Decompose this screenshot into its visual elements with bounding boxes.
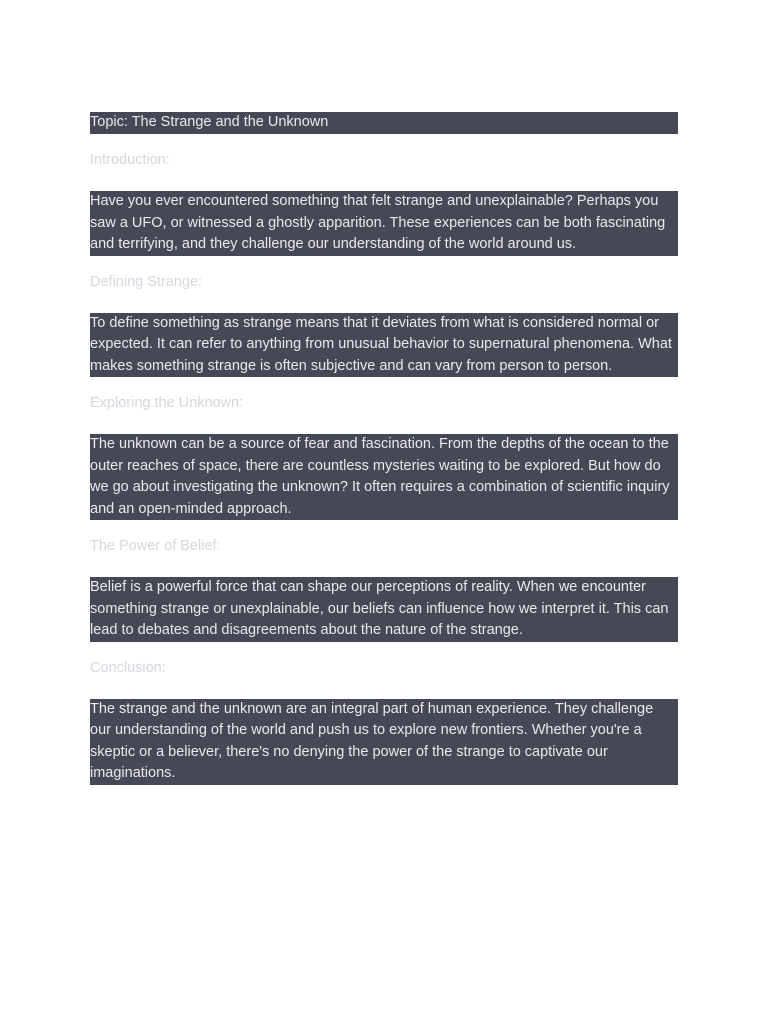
document-body: [90, 112, 678, 801]
section-heading-exploring-unknown: Exploring the Unknown:: [90, 395, 244, 411]
section-body-defining-strange: To define something as strange means that it deviates from what is considered normal or expected. It can refer to anything from unusual behavior to supernatural phenomena. What makes something strange is often subjective and can vary from person to person.: [90, 313, 678, 378]
section-heading-conclusion: Conclusion:: [90, 659, 166, 676]
section-heading-defining-strange: Defining Strange:: [90, 273, 203, 290]
section-body-introduction: Have you ever encountered something that felt strange and unexplainable? Perhaps you saw a UFO, or witnessed a ghostly apparition. These experiences can be both fascinating and terrifying, and they challenge our understanding of the world around us.: [90, 191, 678, 256]
section-body-power-of-belief: Belief is a powerful force that can shape our perceptions of reality. When we encounter something strange or unexplainable, our beliefs can influence how we interpret it. This can lead to debates and disagreements about the nature of the strange.: [90, 577, 678, 642]
section-heading-power-of-belief: The Power of Belief:: [90, 538, 221, 554]
section-heading-introduction: Introduction:: [90, 152, 170, 168]
section-body-conclusion: The strange and the unknown are an integral part of human experience. They challenge our understanding of the world and push us to explore new frontiers. Whether you're a skeptic or a believer, there's no denying the power of the strange to captivate our imaginations.: [90, 699, 678, 785]
document-topic: Topic: The Strange and the Unknown: [90, 112, 678, 134]
section-body-exploring-unknown: The unknown can be a source of fear and fascination. From the depths of the ocean to the outer reaches of space, there are countless mysteries waiting to be explored. But how do we go about investigating the unknown? It often requires a combination of scientific inquiry and an open-minded approach.: [90, 434, 678, 520]
